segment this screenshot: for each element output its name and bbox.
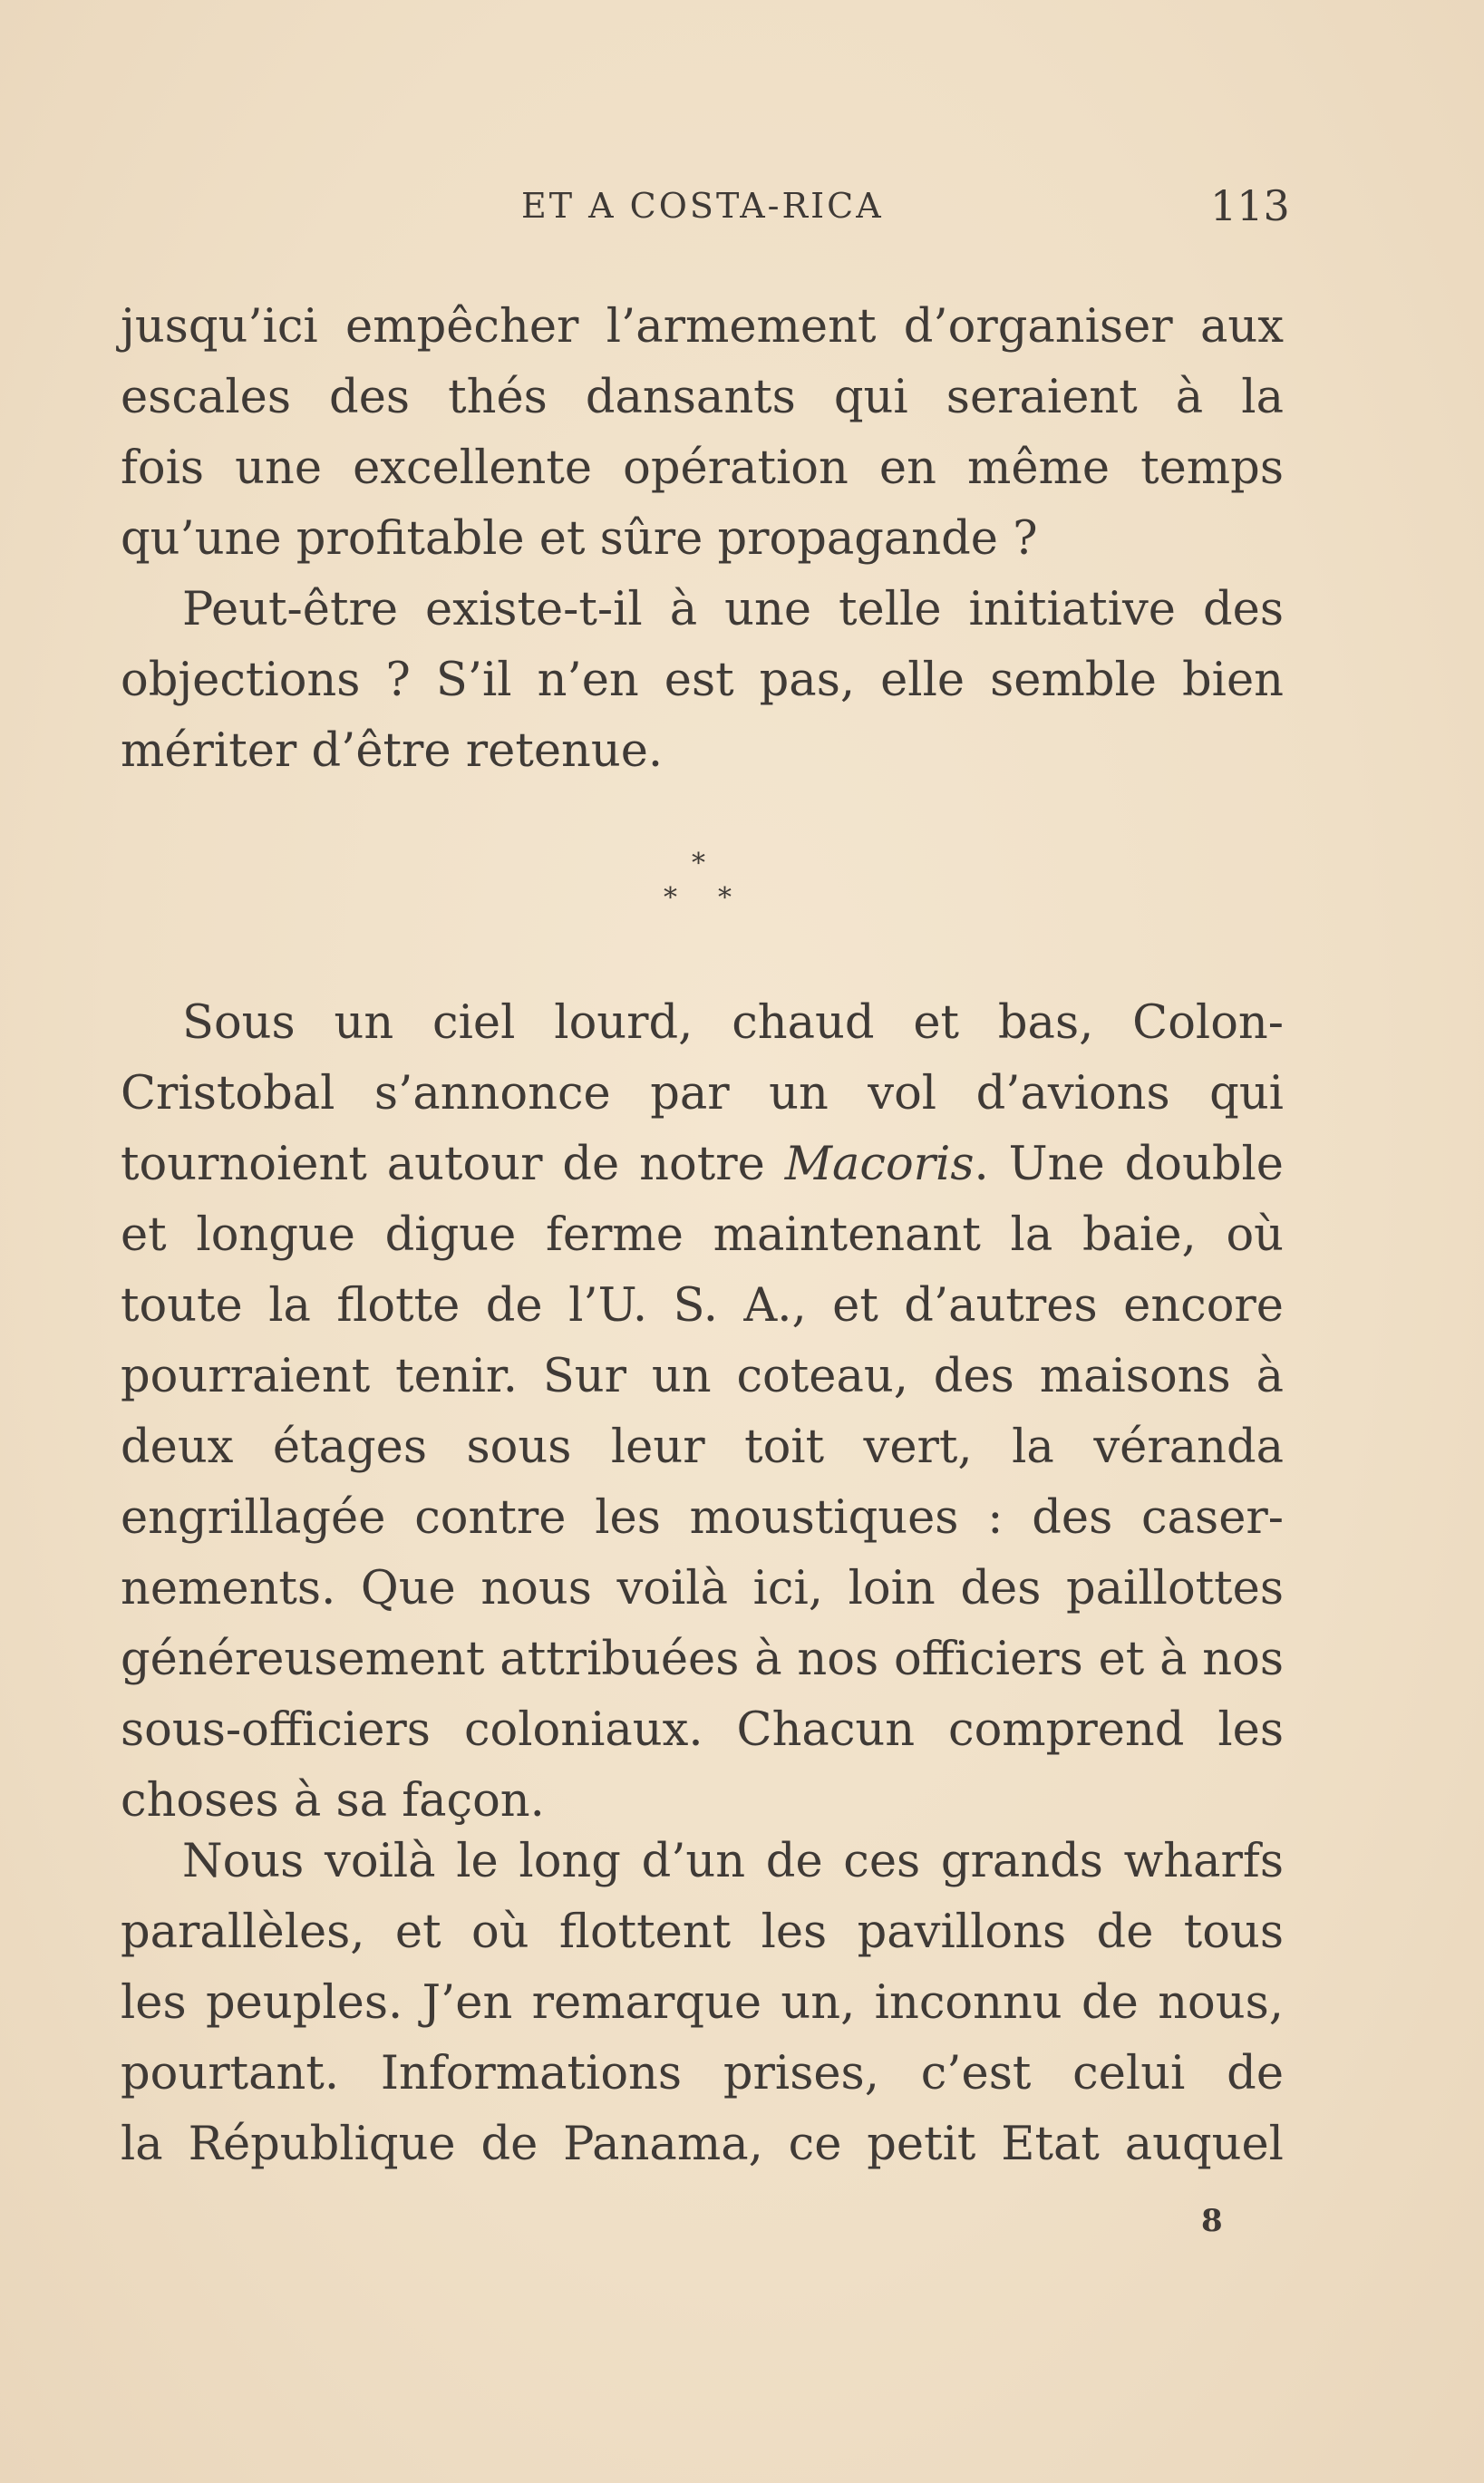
paragraph-2 xyxy=(121,988,1284,1837)
text-line: Nous voilà le long d’un de ces grands wharfs xyxy=(182,1835,1284,1888)
text-line: mériter d’être retenue. xyxy=(121,724,664,778)
text-line: la République de Panama, ce petit Etat auquel xyxy=(121,2118,1284,2171)
text-line: jusqu’ici empêcher l’armement d’organiser aux xyxy=(121,300,1284,354)
signature-mark: 8 xyxy=(1201,2203,1223,2239)
text-line: et longue digue ferme maintenant la baie, où xyxy=(121,1208,1284,1262)
text-line: escales des thés dansants qui seraient à la xyxy=(121,371,1284,424)
text-line: généreusement attribuées à nos officiers et à nos xyxy=(121,1633,1284,1686)
text-segment: . Une double xyxy=(974,1138,1284,1191)
text-line: les peuples. J’en remarque un, inconnu de nous, xyxy=(121,1976,1284,2030)
text-line: parallèles, et où flottent les pavillons de tous xyxy=(121,1906,1284,1959)
text-line: Peut-être existe-t-il à une telle initiative des xyxy=(182,583,1284,636)
asterism-star-top: * xyxy=(692,848,705,879)
page-number: 113 xyxy=(1210,181,1290,230)
asterism-star-right: * xyxy=(718,882,732,914)
text-line: pourraient tenir. Sur un coteau, des maisons à xyxy=(121,1350,1284,1403)
paragraph-1 xyxy=(121,292,1284,787)
text-line: sous-officiers coloniaux. Chacun comprend les xyxy=(121,1703,1284,1757)
text-line: fois une excellente opération en même temps xyxy=(121,441,1284,495)
text-line: nements. Que nous voilà ici, loin des paillottes xyxy=(121,1562,1284,1615)
asterism-star-left: * xyxy=(664,882,677,914)
text-line: qu’une profitable et sûre propagande ? xyxy=(121,512,1038,566)
running-head: ET A COSTA-RICA xyxy=(521,186,884,226)
text-line xyxy=(121,1130,1284,1200)
paragraph-3 xyxy=(121,1827,1284,2180)
text-line: pourtant. Informations prises, c’est celui de xyxy=(121,2047,1284,2100)
text-line: engrillagée contre les moustiques : des caser- xyxy=(121,1491,1284,1545)
ship-name: Macoris xyxy=(784,1138,975,1191)
text-segment: tournoient autour de notre xyxy=(121,1138,785,1191)
text-line: Cristobal s’annonce par un vol d’avions qui xyxy=(121,1067,1284,1120)
asterism-divider xyxy=(662,848,734,920)
text-line: objections ? S’il n’en est pas, elle semble bien xyxy=(121,654,1284,707)
text-line: choses à sa façon. xyxy=(121,1774,545,1828)
text-line: Sous un ciel lourd, chaud et bas, Colon- xyxy=(182,996,1284,1050)
text-line: deux étages sous leur toit vert, la véranda xyxy=(121,1421,1284,1474)
text-line: toute la flotte de l’U. S. A., et d’autres encore xyxy=(121,1279,1284,1333)
